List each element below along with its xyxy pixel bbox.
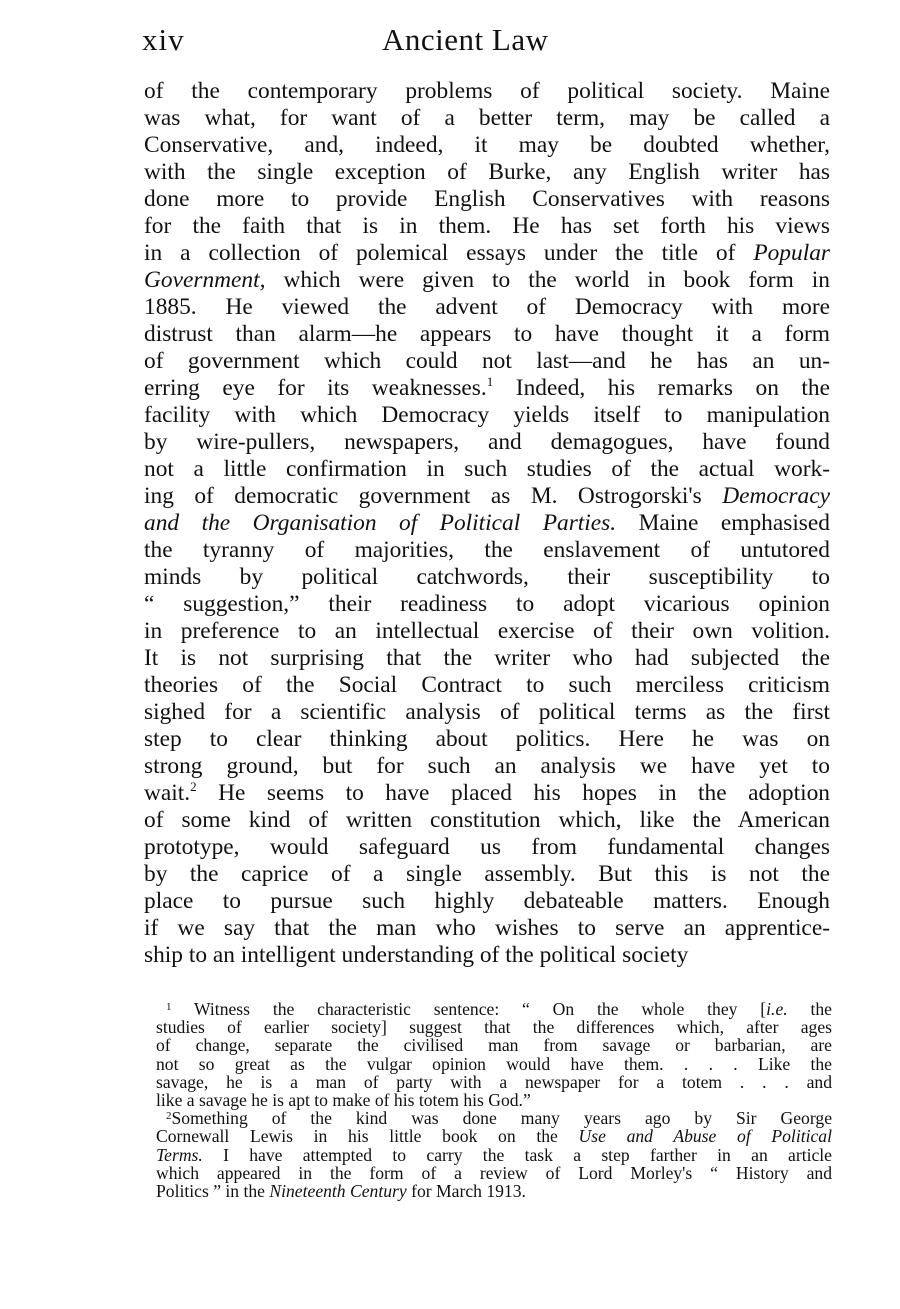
italic-title: Popular xyxy=(753,240,830,266)
footnote-line: $^1$ Witness the characteristic sentence: “ On the whole they [i.e. the xyxy=(166,999,832,1019)
text-line: in a collection of polemical essays under the title of Popular xyxy=(144,240,830,266)
text-line: by the caprice of a single assembly. But this is not the xyxy=(144,861,830,887)
text-line: by wire-pullers, newspapers, and demagogues, have found xyxy=(144,429,830,455)
footnotes xyxy=(156,1000,832,1200)
page-number: xiv xyxy=(142,22,185,57)
text-line: the tyranny of majorities, the enslavement of untutored xyxy=(144,537,830,563)
footnote-line: $^2$Something of the kind was done many years ago by Sir George xyxy=(166,1108,832,1129)
text-line: and the Organisation of Political Parties. Maine emphasised xyxy=(144,510,830,536)
footnote-ref-1: 1 xyxy=(486,374,494,389)
text-line: sighed for a scientific analysis of political terms as the first xyxy=(144,699,830,725)
footnote-ref-2: 2 xyxy=(190,779,197,794)
text-line: theories of the Social Contract to such merciless criticism xyxy=(144,672,830,698)
running-head xyxy=(142,22,832,66)
text-line: ing of democratic government as M. Ostrogorski's Democracy xyxy=(144,483,830,509)
footnote-marker: 2 xyxy=(166,1110,172,1123)
text-line: erring eye for its weaknesses.$^1$ Indeed, his remarks on the xyxy=(144,374,830,401)
footnote-line: Politics ” in the Nineteenth Century for March 1913. xyxy=(156,1180,526,1201)
footnote-line: like a savage he is apt to make of his totem his God.” xyxy=(156,1089,531,1110)
text-line: facility with which Democracy yields itself to manipulation xyxy=(144,402,830,428)
text-line: minds by political catchwords, their susceptibility to xyxy=(144,564,830,590)
text-line: distrust than alarm—he appears to have thought it a form xyxy=(144,321,830,347)
text-line: Government, which were given to the world in book form in xyxy=(144,267,830,293)
text-line: if we say that the man who wishes to serve an apprentice- xyxy=(144,915,830,941)
italic-title: and the Organisation of Political Parties. xyxy=(144,510,617,536)
text-line: “ suggestion,” their readiness to adopt vicarious opinion xyxy=(144,591,830,617)
footnote-line: savage, he is a man of party with a newspaper for a totem . . . and xyxy=(156,1071,832,1092)
text-line: place to pursue such highly debateable matters. Enough xyxy=(144,888,830,914)
text-line: in preference to an intellectual exercise of their own volition. xyxy=(144,618,830,644)
italic-title: Democracy xyxy=(722,483,830,509)
text-line: of government which could not last—and he has an un- xyxy=(144,348,830,374)
text-line: not a little confirmation in such studies of the actual work- xyxy=(144,456,830,482)
text-line: was what, for want of a better term, may be called a xyxy=(144,105,830,131)
text-line: Conservative, and, indeed, it may be doubted whether, xyxy=(144,132,830,158)
footnote-1 xyxy=(156,1000,832,1109)
footnote-line: studies of earlier society] suggest that the differences which, after ages xyxy=(156,1017,832,1038)
text-line: strong ground, but for such an analysis we have yet to xyxy=(144,753,830,779)
footnote-line: which appeared in the form of a review of Lord Morley's “ History and xyxy=(156,1162,832,1183)
footnote-marker: 1 xyxy=(166,1001,172,1013)
text-line: ship to an intelligent understanding of the political society xyxy=(144,942,689,968)
text-line: 1885. He viewed the advent of Democracy with more xyxy=(144,294,830,320)
text-line: done more to provide English Conservatives with reasons xyxy=(144,186,830,212)
footnote-line: of change, separate the civilised man from savage or barbarian, are xyxy=(156,1035,832,1056)
text-line: for the faith that is in them. He has set forth his views xyxy=(144,213,830,239)
text-line: prototype, would safeguard us from fundamental changes xyxy=(144,834,830,860)
italic-title: Government, xyxy=(144,267,266,293)
running-title: Ancient Law xyxy=(382,22,549,57)
footnote-line: Terms. I have attempted to carry the task a step farther in an article xyxy=(156,1144,832,1165)
footnote-line: not so great as the vulgar opinion would have them. . . . Like the xyxy=(156,1053,832,1074)
text-line: wait.$^2$ He seems to have placed his hopes in the adoption xyxy=(144,779,830,806)
text-line: of the contemporary problems of political society. Maine xyxy=(144,78,830,104)
footnote-2 xyxy=(156,1109,832,1200)
footnote-line: Cornewall Lewis in his little book on the Use and Abuse of Political xyxy=(156,1126,832,1147)
text-line: with the single exception of Burke, any English writer has xyxy=(144,159,830,185)
body-paragraph xyxy=(144,78,830,969)
text-line: of some kind of written constitution which, like the American xyxy=(144,807,830,833)
text-line: It is not surprising that the writer who had subjected the xyxy=(144,645,830,671)
text-line: step to clear thinking about politics. Here he was on xyxy=(144,726,830,752)
